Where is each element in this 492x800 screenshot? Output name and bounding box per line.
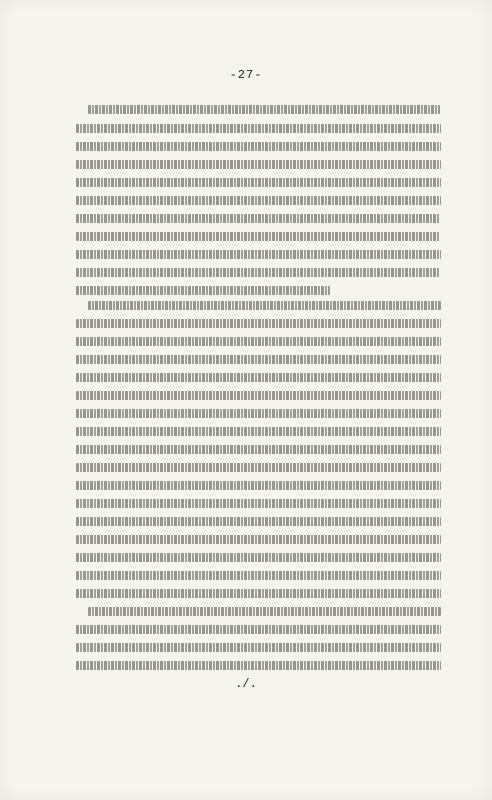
typed-line (76, 409, 441, 418)
typed-line (76, 553, 441, 562)
typed-line (76, 643, 441, 652)
typed-line (76, 319, 441, 328)
typed-line (88, 301, 441, 310)
typed-line (76, 232, 440, 241)
typed-line (76, 142, 441, 151)
typed-line (76, 589, 441, 598)
typed-line (76, 250, 441, 259)
typed-line (76, 625, 441, 634)
typed-line (76, 268, 440, 277)
typed-line (76, 286, 330, 295)
end-mark: ./. (235, 677, 257, 691)
typed-line (76, 355, 441, 364)
typed-line (76, 391, 441, 400)
typed-line (76, 373, 441, 382)
typed-line (76, 499, 441, 508)
typed-line (76, 214, 440, 223)
typed-line (76, 160, 441, 169)
typed-line (88, 607, 441, 616)
typed-line (88, 105, 440, 114)
typed-line (76, 481, 441, 490)
typed-line (76, 445, 441, 454)
typed-line (76, 337, 441, 346)
typed-line (76, 196, 441, 205)
typed-line (76, 463, 441, 472)
typed-line (76, 124, 441, 133)
typed-line (76, 535, 441, 544)
page-number: -27- (229, 68, 263, 82)
typed-line (76, 517, 441, 526)
typed-line (76, 571, 441, 580)
typed-line (76, 661, 441, 670)
typed-line (76, 427, 441, 436)
typed-line (76, 178, 441, 187)
